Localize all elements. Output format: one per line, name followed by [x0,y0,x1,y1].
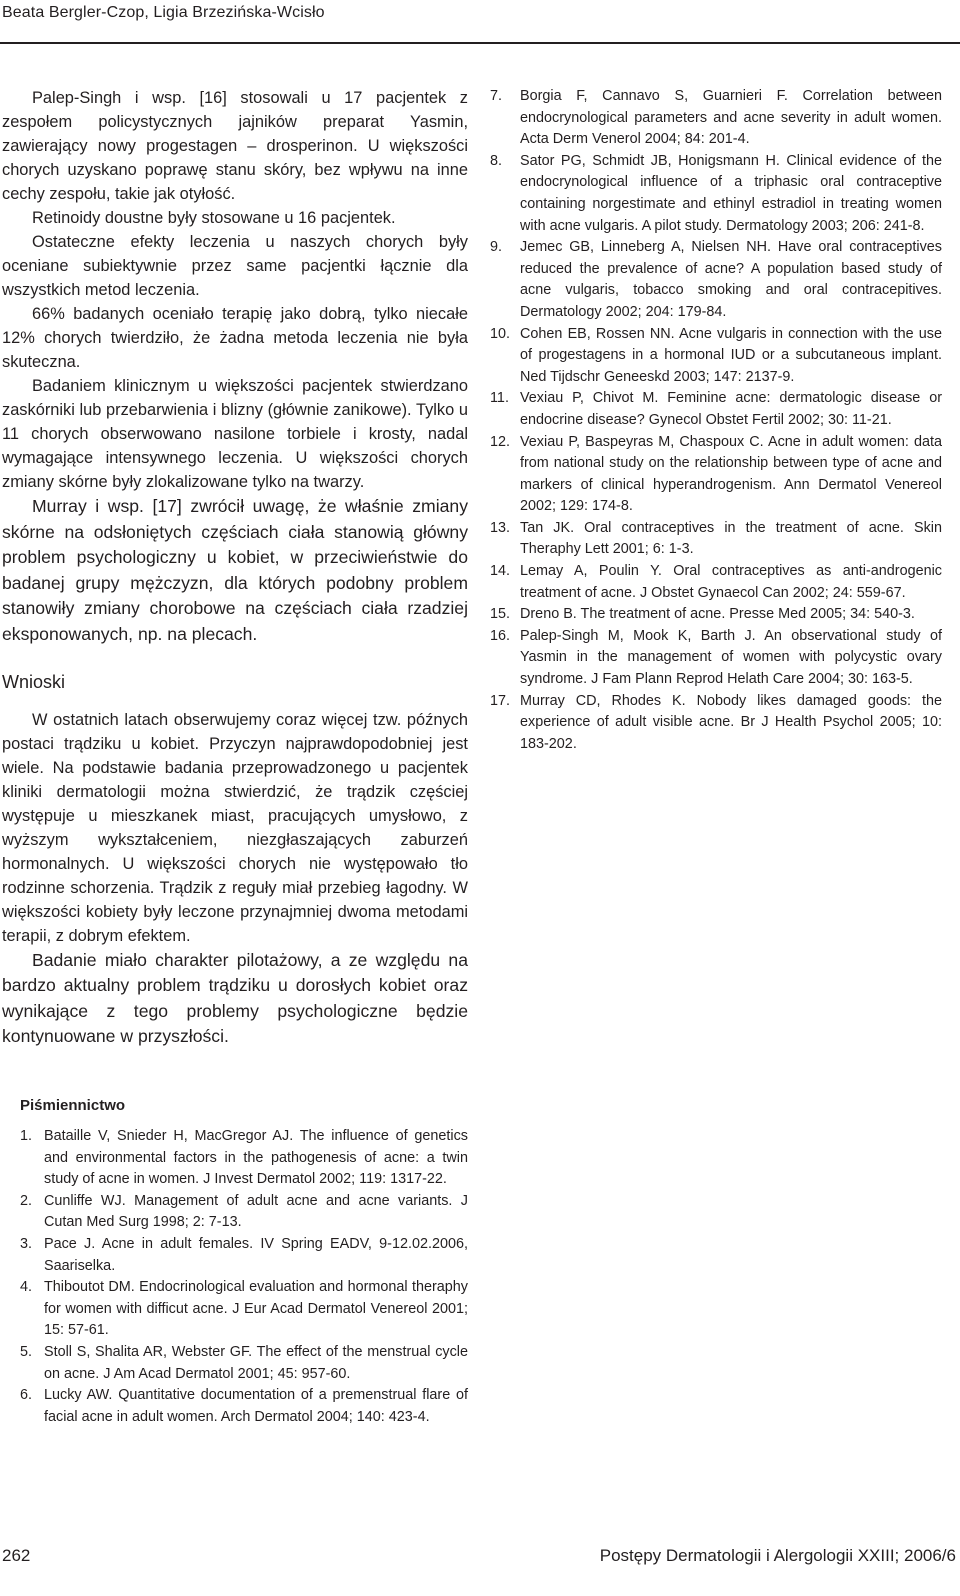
reference-number: 10. [490,325,511,342]
reference-item [490,86,942,151]
reference-number: 7. [490,88,503,104]
reference-text: Sator PG, Schmidt JB, Honigsmann H. Clinical evidence of the endocrynological influence of a triphasic oral contraceptive containing norgestimate and ethinyl estradiol in treating women with acne vulgaris. A pilot study. Dermatology 2003; 206: 241-8. [520,152,942,234]
reference-number: 2. [20,1192,33,1209]
references-section [20,1096,468,1428]
reference-item [490,561,942,604]
running-header [0,0,960,44]
reference-number: 3. [20,1235,33,1252]
main-text-column [2,86,468,1050]
reference-text: Tan JK. Oral contraceptives in the treatment of acne. Skin Theraphy Lett 2001; 6: 1-3. [520,519,942,558]
reference-number: 4. [20,1279,33,1296]
reference-text: Jemec GB, Linneberg A, Nielsen NH. Have oral contraceptives reduced the prevalence of acne? A population based study of acne vulgaris, tobacco smoking and oral contracepitives. Dermatology 2002; 204: 179-84. [520,239,942,320]
reference-number: 11. [490,390,509,407]
reference-text: Cohen EB, Rossen NN. Acne vulgaris in connection with the use of progestagens in a hormonal IUD or a subcutaneous implant. Ned Tijdschr Geneeskd 2003; 147: 2137-9. [520,325,942,385]
reference-item [20,1126,468,1191]
reference-text: Palep-Singh M, Mook K, Barth J. An observational study of Yasmin in the management of women with polycystic ovary syndrome. J Fam Plann Reprod Helath Care 2004; 30: 163-5. [520,627,942,688]
reference-text: Vexiau P, Chivot M. Feminine acne: dermatologic disease or endocrine disease? Gynecol Obstet Fertil 2002; 30: 11-21. [520,390,942,428]
references-list-right [490,86,942,755]
reference-item [490,518,942,561]
conclusions-paragraph: Badanie miało charakter pilotażowy, a ze względu na bardzo aktualny problem trądziku u dorosłych kobiet oraz wynikające z tego problemy psychologiczne będzie kontynuowane w przyszłości. [2,949,468,1047]
reference-text: Borgia F, Cannavo S, Guarnieri F. Correlation between endocrynological parameters and acne severity in adult women. Acta Derm Venerol 2004; 84: 201-4. [520,88,942,148]
reference-text: Dreno B. The treatment of acne. Presse Med 2005; 34: 540-3. [520,606,915,623]
body-paragraph: Ostateczne efekty leczenia u naszych chorych były oceniane subiektywnie przez same pacjentki łącznie dla wszystkich metod leczenia. [2,233,468,299]
reference-text: Vexiau P, Baspeyras M, Chaspoux C. Acne in adult women: data from national study on the relationship between type of acne and markers of clinical hyperandrogenism. Ann Dermatol Venereol 2002; 129: 174-8. [520,433,942,515]
reference-item [20,1191,468,1234]
reference-item [490,691,942,756]
reference-item [490,324,942,389]
references-continued [490,86,942,755]
reference-number: 17. [490,692,511,709]
reference-item [490,604,942,626]
references-list-left [20,1126,468,1428]
journal-title: Postępy Dermatologii i Alergologii XXIII; 2006/6 [599,1546,956,1565]
reference-text: Thiboutot DM. Endocrinological evaluation and hormonal theraphy for women with difficut acne. J Eur Acad Dermatol Venereol 2001; 15: 57-61. [44,1279,468,1339]
conclusions-heading: Wnioski [2,671,66,692]
reference-number: 12. [490,433,511,450]
reference-text: Murray CD, Rhodes K. Nobody likes damaged goods: the experience of adult visible acne. Br J Health Psychol 2005; 10: 183-202. [520,692,942,752]
reference-text: Lucky AW. Quantitative documentation of a premenstrual flare of facial acne in adult women. Arch Dermatol 2004; 140: 423-4. [44,1387,468,1425]
reference-item [20,1385,468,1428]
page-number: 262 [2,1546,31,1565]
header-authors: Beata Bergler-Czop, Ligia Brzezińska-Wcisło [2,4,325,21]
reference-number: 5. [20,1343,33,1360]
body-paragraph: Palep-Singh i wsp. [16] stosowali u 17 pacjentek z zespołem policystycznych jajników preparat Yasmin, zawierający nowy progestagen – drosperinon. U większości chorych uzyskano poprawę stanu skóry, bez wpływu na inne cechy zespołu, takie jak otyłość. [2,89,468,203]
body-paragraph: Murray i wsp. [17] zwrócił uwagę, że właśnie zmiany skórne na odsłoniętych częściach ciała stanowią główny problem psychologiczny u kobiet, w przeciwieństwie do badanej grupy mężczyzn, dla których podobny problem stanowiły zmiany chorobowe na częściach ciała rzadziej eksponowanych, np. na plecach. [2,496,468,644]
reference-item [490,388,942,431]
body-paragraph: Retinoidy doustne były stosowane u 16 pacjentek. [32,209,396,227]
reference-item [20,1234,468,1277]
reference-number: 15. [490,606,511,623]
reference-number: 13. [490,519,511,536]
reference-text: Lemay A, Poulin Y. Oral contraceptives as anti-androgenic treatment of acne. J Obstet Gynaecol Can 2002; 24: 559-67. [520,563,942,601]
reference-text: Pace J. Acne in adult females. IV Spring EADV, 9-12.02.2006, Saariselka. [44,1235,468,1274]
conclusions-paragraph: W ostatnich latach obserwujemy coraz więcej tzw. późnych postaci trądziku u kobiet. Przyczyn najprawdopodobniej jest wiele. Na podstawie badania przeprowadzonego u pacjentek kliniki dermatologii można stwierdzić, że trądzik częściej występuje u mieszkanek miast, pracujących umysłowo, z wyższym wykształceniem, niezgłaszających zaburzeń hormonalnych. U większości chorych nie występowało tło rodzinne schorzenia. Trądzik z reguły miał przebieg łagodny. W większości kobiety były leczone przynajmniej dwoma metodami terapii, z dobrym efektem. [2,710,468,945]
reference-text: Cunliffe WJ. Management of adult acne and acne variants. J Cutan Med Surg 1998; 2: 7-13. [44,1192,468,1231]
reference-number: 16. [490,627,511,644]
reference-item [490,432,942,518]
reference-number: 9. [490,239,503,256]
reference-number: 1. [20,1128,33,1144]
reference-number: 6. [20,1387,33,1404]
reference-item [490,237,942,323]
reference-number: 8. [490,152,503,169]
reference-item [490,626,942,691]
body-paragraph: 66% badanych oceniało terapię jako dobrą, tylko niecałe 12% chorych twierdziło, że żadna metoda leczenia nie była skuteczna. [2,305,468,371]
reference-item [20,1277,468,1342]
page-footer [0,1546,960,1572]
references-heading: Piśmiennictwo [20,1097,126,1114]
reference-item [490,151,942,237]
reference-number: 14. [490,563,511,580]
body-paragraph: Badaniem klinicznym u większości pacjentek stwierdzano zaskórniki lub przebarwienia i blizny (głównie zanikowe). Tylko u 11 chorych obserwowano nasilone torbiele i krosty, nadal wymagające intensywnego leczenia. U większości chorych zmiany skórne były zlokalizowane tylko na twarzy. [2,377,468,491]
reference-item [20,1342,468,1385]
reference-text: Stoll S, Shalita AR, Webster GF. The effect of the menstrual cycle on acne. J Am Acad Dermatol 2001; 45: 957-60. [44,1343,468,1382]
reference-text: Bataille V, Snieder H, MacGregor AJ. The influence of genetics and environmental factors in the pathogenesis of acne: a twin study of acne in women. J Invest Dermatol 2002; 119: 1317-22. [44,1128,468,1188]
